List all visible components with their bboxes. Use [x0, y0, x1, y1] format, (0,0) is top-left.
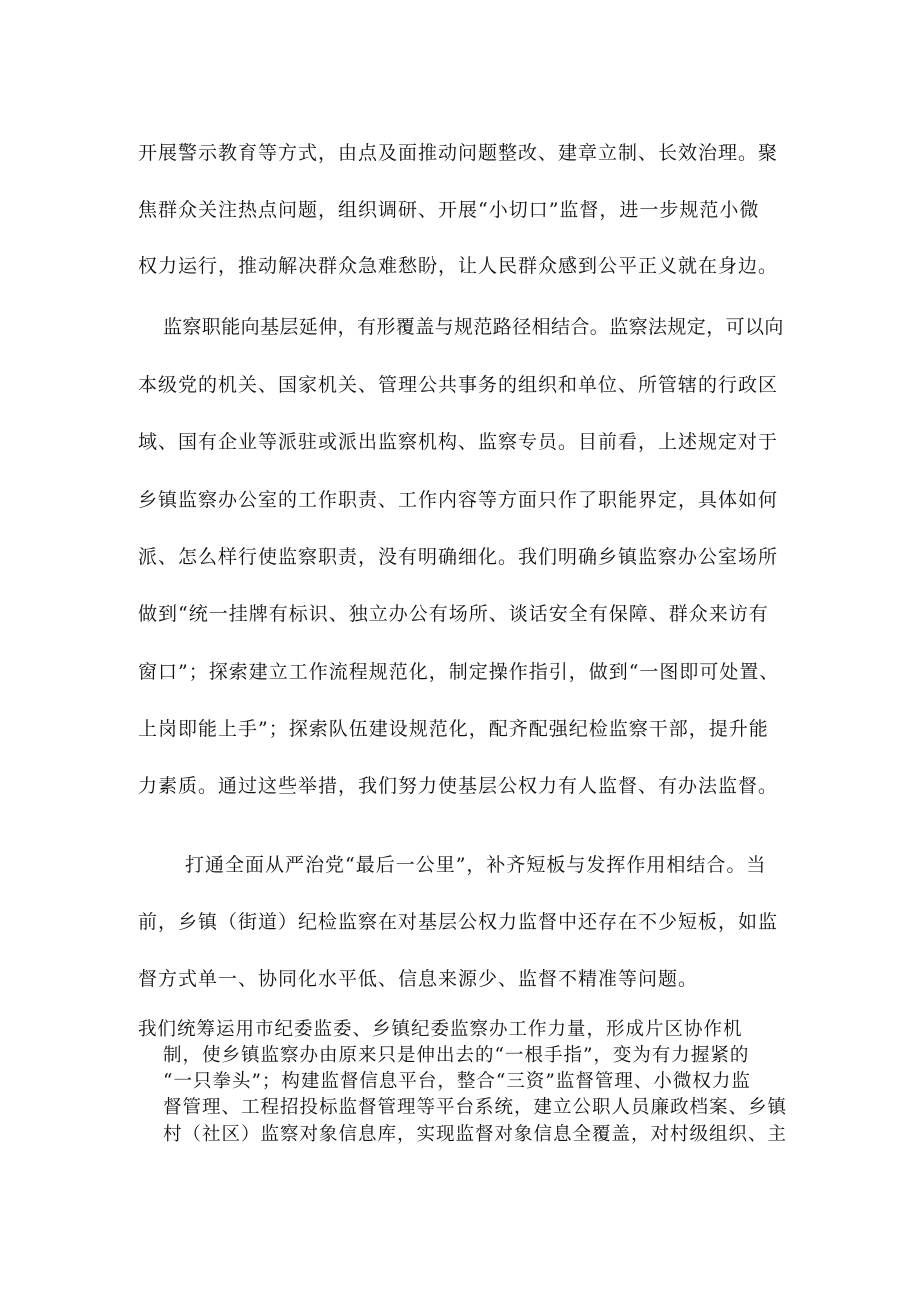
- text-line: 村（社区）监察对象信息库，实现监督对象信息全覆盖，对村级组织、主: [163, 1124, 788, 1145]
- text-line: 开展警示教育等方式，由点及面推动问题整改、建章立制、长效治理。聚: [138, 142, 779, 164]
- text-line: 监察职能向基层延伸，有形覆盖与规范路径相结合。监察法规定，可以向: [163, 316, 784, 338]
- text-line: 督方式单一、协同化水平低、信息来源少、监督不精准等问题。: [138, 968, 699, 990]
- text-line: 督管理、工程招投标监督管理等平台系统，建立公职人员廉政档案、乡镇: [163, 1097, 788, 1118]
- text-line: 本级党的机关、国家机关、管理公共事务的组织和单位、所管辖的行政区: [138, 374, 779, 396]
- text-line: 乡镇监察办公室的工作职责、工作内容等方面只作了职能界定，具体如何: [138, 489, 779, 511]
- text-line: 权力运行，推动解决群众急难愁盼，让人民群众感到公平正义就在身边。: [138, 255, 779, 277]
- text-line: 力素质。通过这些举措，我们努力使基层公权力有人监督、有办法监督。: [138, 775, 779, 797]
- text-line: 我们统筹运用市纪委监委、乡镇纪委监察办工作力量，形成片区协作机: [138, 1019, 743, 1040]
- text-line: 派、怎么样行使监察职责，没有明确细化。我们明确乡镇监察办公室场所: [138, 546, 779, 568]
- text-line: 域、国有企业等派驻或派出监察机构、监察专员。目前看，上述规定对于: [138, 431, 779, 453]
- text-line: 上岗即能上手”；探索队伍建设规范化，配齐配强纪检监察干部，提升能: [138, 718, 769, 740]
- text-line: 窗口”；探索建立工作流程规范化，制定操作指引，做到“一图即可处置、: [138, 661, 780, 683]
- text-line: 焦群众关注热点问题，组织调研、开展“小切口”监督，进一步规范小微: [138, 199, 760, 221]
- text-line: 前，乡镇（街道）纪检监察在对基层公权力监督中还存在不少短板，如监: [138, 911, 779, 933]
- text-line: 制，使乡镇监察办由原来只是伸出去的“一根手指”，变为有力握紧的: [163, 1045, 750, 1066]
- text-line: 打通全面从严治党“最后一公里”，补齐短板与发挥作用相结合。当: [185, 854, 767, 876]
- text-line: 做到“统一挂牌有标识、独立办公有场所、谈话安全有保障、群众来访有: [138, 603, 769, 625]
- text-line: “一只拳头”；构建监督信息平台，整合“三资”监督管理、小微权力监: [163, 1071, 751, 1092]
